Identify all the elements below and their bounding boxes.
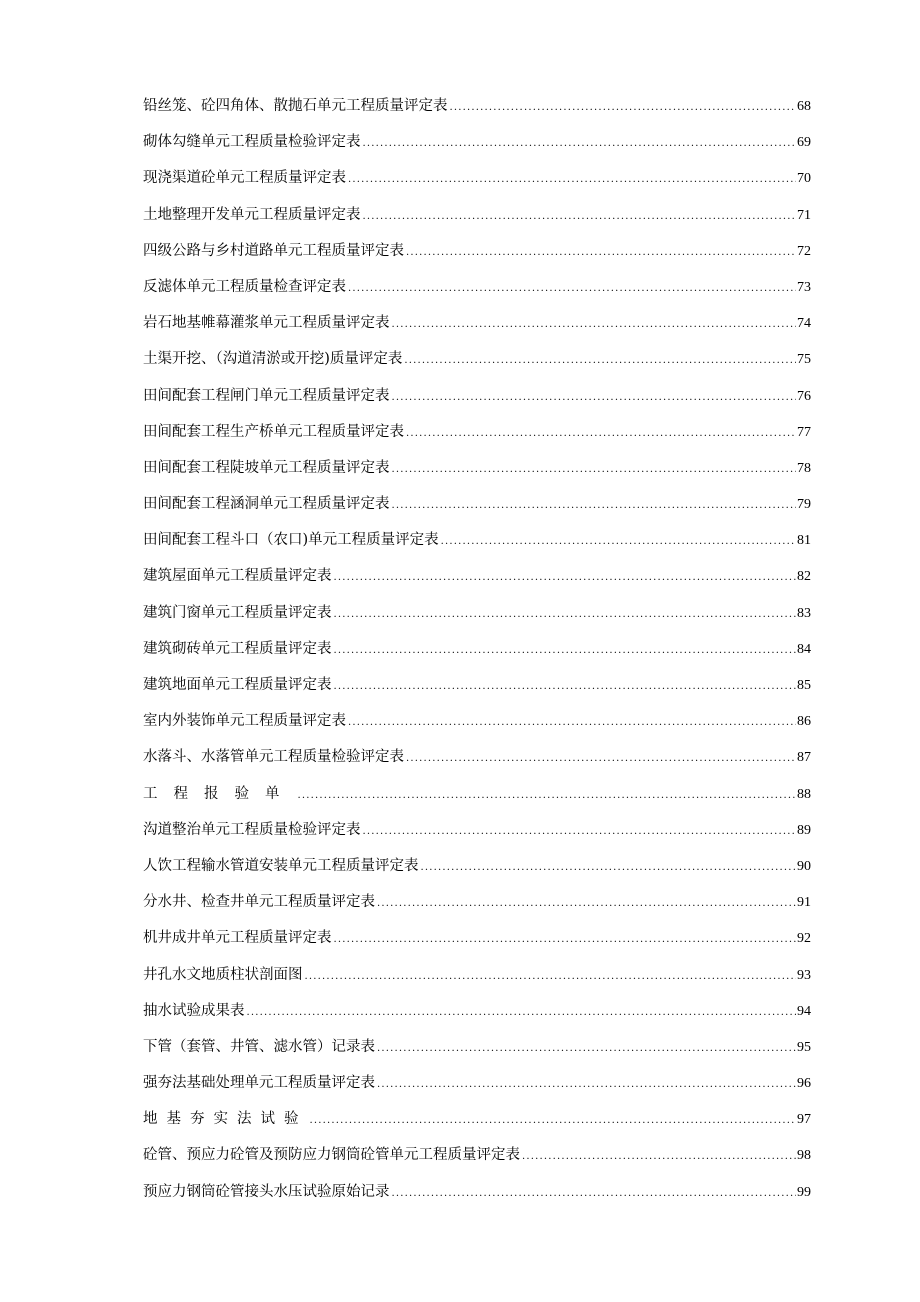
toc-dot-leader bbox=[404, 347, 796, 375]
toc-entry-title: 田间配套工程涵洞单元工程质量评定表 bbox=[143, 496, 390, 513]
toc-entry-title: 工程报验单 bbox=[143, 785, 296, 802]
toc-page-number: 91 bbox=[797, 895, 811, 911]
toc-page-number: 99 bbox=[797, 1184, 811, 1200]
toc-dot-leader bbox=[406, 420, 796, 448]
toc-entry-title: 铅丝笼、砼四角体、散抛石单元工程质量评定表 bbox=[143, 98, 448, 114]
toc-entry[interactable] bbox=[143, 345, 811, 381]
toc-dot-leader bbox=[421, 854, 797, 882]
toc-entry-title: 砌体勾缝单元工程质量检验评定表 bbox=[143, 134, 361, 151]
toc-entry-title: 建筑地面单元工程质量评定表 bbox=[143, 677, 332, 693]
toc-entry-title: 强夯法基础处理单元工程质量评定表 bbox=[143, 1075, 375, 1092]
toc-page-number: 70 bbox=[797, 171, 811, 187]
toc-dot-leader bbox=[348, 166, 796, 194]
toc-dot-leader bbox=[363, 130, 797, 158]
toc-entry-title: 机井成井单元工程质量评定表 bbox=[143, 930, 332, 947]
toc-entry-title: 田间配套工程闸门单元工程质量评定表 bbox=[143, 387, 390, 404]
toc-entry[interactable] bbox=[143, 671, 811, 707]
toc-entry[interactable] bbox=[143, 128, 811, 164]
toc-page-number: 84 bbox=[797, 641, 811, 657]
toc-dot-leader bbox=[348, 275, 796, 303]
toc-entry[interactable] bbox=[143, 852, 811, 888]
toc-entry[interactable] bbox=[143, 816, 811, 852]
toc-page-number: 78 bbox=[797, 460, 811, 476]
toc-entry[interactable] bbox=[143, 635, 811, 671]
toc-dot-leader bbox=[450, 94, 797, 122]
toc-entry[interactable] bbox=[143, 201, 811, 237]
toc-entry-title: 水落斗、水落管单元工程质量检验评定表 bbox=[143, 749, 404, 766]
toc-entry[interactable] bbox=[143, 382, 811, 418]
toc-dot-leader bbox=[392, 384, 797, 412]
toc-page-number: 83 bbox=[797, 605, 811, 621]
toc-dot-leader bbox=[334, 637, 797, 665]
toc-dot-leader bbox=[392, 1180, 797, 1208]
toc-entry-title: 田间配套工程生产桥单元工程质量评定表 bbox=[143, 423, 404, 440]
toc-entry[interactable] bbox=[143, 780, 811, 816]
toc-entry-title: 下管（套管、井管、滤水管）记录表 bbox=[143, 1038, 375, 1055]
toc-dot-leader bbox=[334, 564, 797, 592]
toc-dot-leader bbox=[377, 1071, 796, 1099]
toc-entry[interactable] bbox=[143, 309, 811, 345]
toc-entry[interactable] bbox=[143, 599, 811, 635]
toc-dot-leader bbox=[348, 709, 796, 737]
toc-entry[interactable] bbox=[143, 888, 811, 924]
toc-entry[interactable] bbox=[143, 164, 811, 200]
toc-page-number: 72 bbox=[797, 243, 811, 259]
toc-page-number: 95 bbox=[797, 1039, 811, 1055]
toc-entry-title: 四级公路与乡村道路单元工程质量评定表 bbox=[143, 242, 404, 259]
toc-entry-title: 现浇渠道砼单元工程质量评定表 bbox=[143, 170, 346, 187]
toc-dot-leader bbox=[441, 528, 796, 556]
toc-page-number: 82 bbox=[797, 569, 811, 585]
toc-dot-leader bbox=[334, 673, 797, 701]
toc-dot-leader bbox=[377, 890, 796, 918]
toc-dot-leader bbox=[392, 492, 797, 520]
toc-entry-title: 砼管、预应力砼管及预防应力钢筒砼管单元工程质量评定表 bbox=[143, 1147, 520, 1164]
toc-entry[interactable] bbox=[143, 273, 811, 309]
toc-entry[interactable] bbox=[143, 1178, 811, 1214]
toc-page-number: 71 bbox=[797, 207, 811, 223]
toc-page-number: 87 bbox=[797, 750, 811, 766]
toc-entry[interactable] bbox=[143, 418, 811, 454]
toc-entry[interactable] bbox=[143, 1105, 811, 1141]
toc-entry[interactable] bbox=[143, 92, 811, 128]
toc-entry-title: 井孔水文地质柱状剖面图 bbox=[143, 966, 303, 983]
toc-dot-leader bbox=[363, 203, 797, 231]
toc-entry-title: 反滤体单元工程质量检查评定表 bbox=[143, 278, 346, 295]
toc-entry-title: 土地整理开发单元工程质量评定表 bbox=[143, 206, 361, 223]
toc-entry-title: 建筑门窗单元工程质量评定表 bbox=[143, 604, 332, 621]
toc-page-number: 69 bbox=[797, 135, 811, 151]
toc-page-number: 98 bbox=[797, 1148, 811, 1164]
toc-entry-title: 室内外装饰单元工程质量评定表 bbox=[143, 713, 346, 730]
toc-page-number: 74 bbox=[797, 316, 811, 332]
toc-entry[interactable] bbox=[143, 743, 811, 779]
toc-dot-leader bbox=[247, 999, 797, 1027]
toc-entry[interactable] bbox=[143, 490, 811, 526]
toc-page-number: 93 bbox=[797, 967, 811, 983]
table-of-contents bbox=[143, 92, 811, 1214]
toc-entry-title: 地基夯实法试验 bbox=[143, 1111, 308, 1128]
toc-entry-title: 预应力钢筒砼管接头水压试验原始记录 bbox=[143, 1183, 390, 1200]
toc-page-number: 96 bbox=[797, 1076, 811, 1092]
toc-entry[interactable] bbox=[143, 454, 811, 490]
toc-entry[interactable] bbox=[143, 961, 811, 997]
toc-entry-title: 土渠开挖、（沟道清淤或开挖)质量评定表 bbox=[143, 351, 403, 368]
toc-entry[interactable] bbox=[143, 1069, 811, 1105]
toc-page-number: 88 bbox=[797, 786, 811, 802]
toc-page-number: 79 bbox=[797, 497, 811, 513]
toc-entry[interactable] bbox=[143, 707, 811, 743]
toc-page-number: 81 bbox=[797, 533, 811, 549]
toc-entry[interactable] bbox=[143, 924, 811, 960]
toc-dot-leader bbox=[406, 239, 796, 267]
toc-entry[interactable] bbox=[143, 526, 811, 562]
toc-entry[interactable] bbox=[143, 237, 811, 273]
toc-page-number: 86 bbox=[797, 714, 811, 730]
toc-page-number: 75 bbox=[797, 352, 811, 368]
toc-dot-leader bbox=[392, 456, 797, 484]
toc-dot-leader bbox=[334, 601, 797, 629]
toc-entry-title: 岩石地基帷幕灌浆单元工程质量评定表 bbox=[143, 315, 390, 332]
toc-entry-title: 沟道整治单元工程质量检验评定表 bbox=[143, 821, 361, 838]
toc-entry[interactable] bbox=[143, 1141, 811, 1177]
toc-dot-leader bbox=[522, 1143, 796, 1171]
toc-page-number: 76 bbox=[797, 388, 811, 404]
toc-page-number: 77 bbox=[797, 424, 811, 440]
toc-entry-title: 建筑砌砖单元工程质量评定表 bbox=[143, 640, 332, 657]
toc-entry-title: 分水井、检查井单元工程质量评定表 bbox=[143, 894, 375, 911]
toc-dot-leader bbox=[377, 1035, 796, 1063]
toc-entry[interactable] bbox=[143, 562, 811, 598]
toc-page-number: 85 bbox=[797, 678, 811, 693]
toc-page-number: 94 bbox=[797, 1003, 811, 1019]
toc-page-number: 92 bbox=[797, 931, 811, 947]
toc-page-number: 68 bbox=[797, 99, 811, 114]
toc-entry-title: 抽水试验成果表 bbox=[143, 1002, 245, 1019]
toc-page-number: 89 bbox=[797, 822, 811, 838]
toc-dot-leader bbox=[298, 782, 797, 810]
toc-dot-leader bbox=[406, 745, 796, 773]
toc-entry-title: 田间配套工程斗口（农口)单元工程质量评定表 bbox=[143, 532, 439, 549]
toc-entry[interactable] bbox=[143, 997, 811, 1033]
toc-dot-leader bbox=[392, 311, 797, 339]
toc-dot-leader bbox=[363, 818, 797, 846]
toc-entry-title: 建筑屋面单元工程质量评定表 bbox=[143, 568, 332, 585]
toc-dot-leader bbox=[305, 963, 797, 991]
toc-entry-title: 田间配套工程陡坡单元工程质量评定表 bbox=[143, 459, 390, 476]
toc-page-number: 73 bbox=[797, 279, 811, 295]
toc-entry[interactable] bbox=[143, 1033, 811, 1069]
toc-page-number: 97 bbox=[797, 1112, 811, 1128]
toc-dot-leader bbox=[334, 926, 797, 954]
toc-entry-title: 人饮工程输水管道安装单元工程质量评定表 bbox=[143, 857, 419, 874]
toc-page-number: 90 bbox=[797, 858, 811, 874]
toc-dot-leader bbox=[310, 1107, 797, 1135]
